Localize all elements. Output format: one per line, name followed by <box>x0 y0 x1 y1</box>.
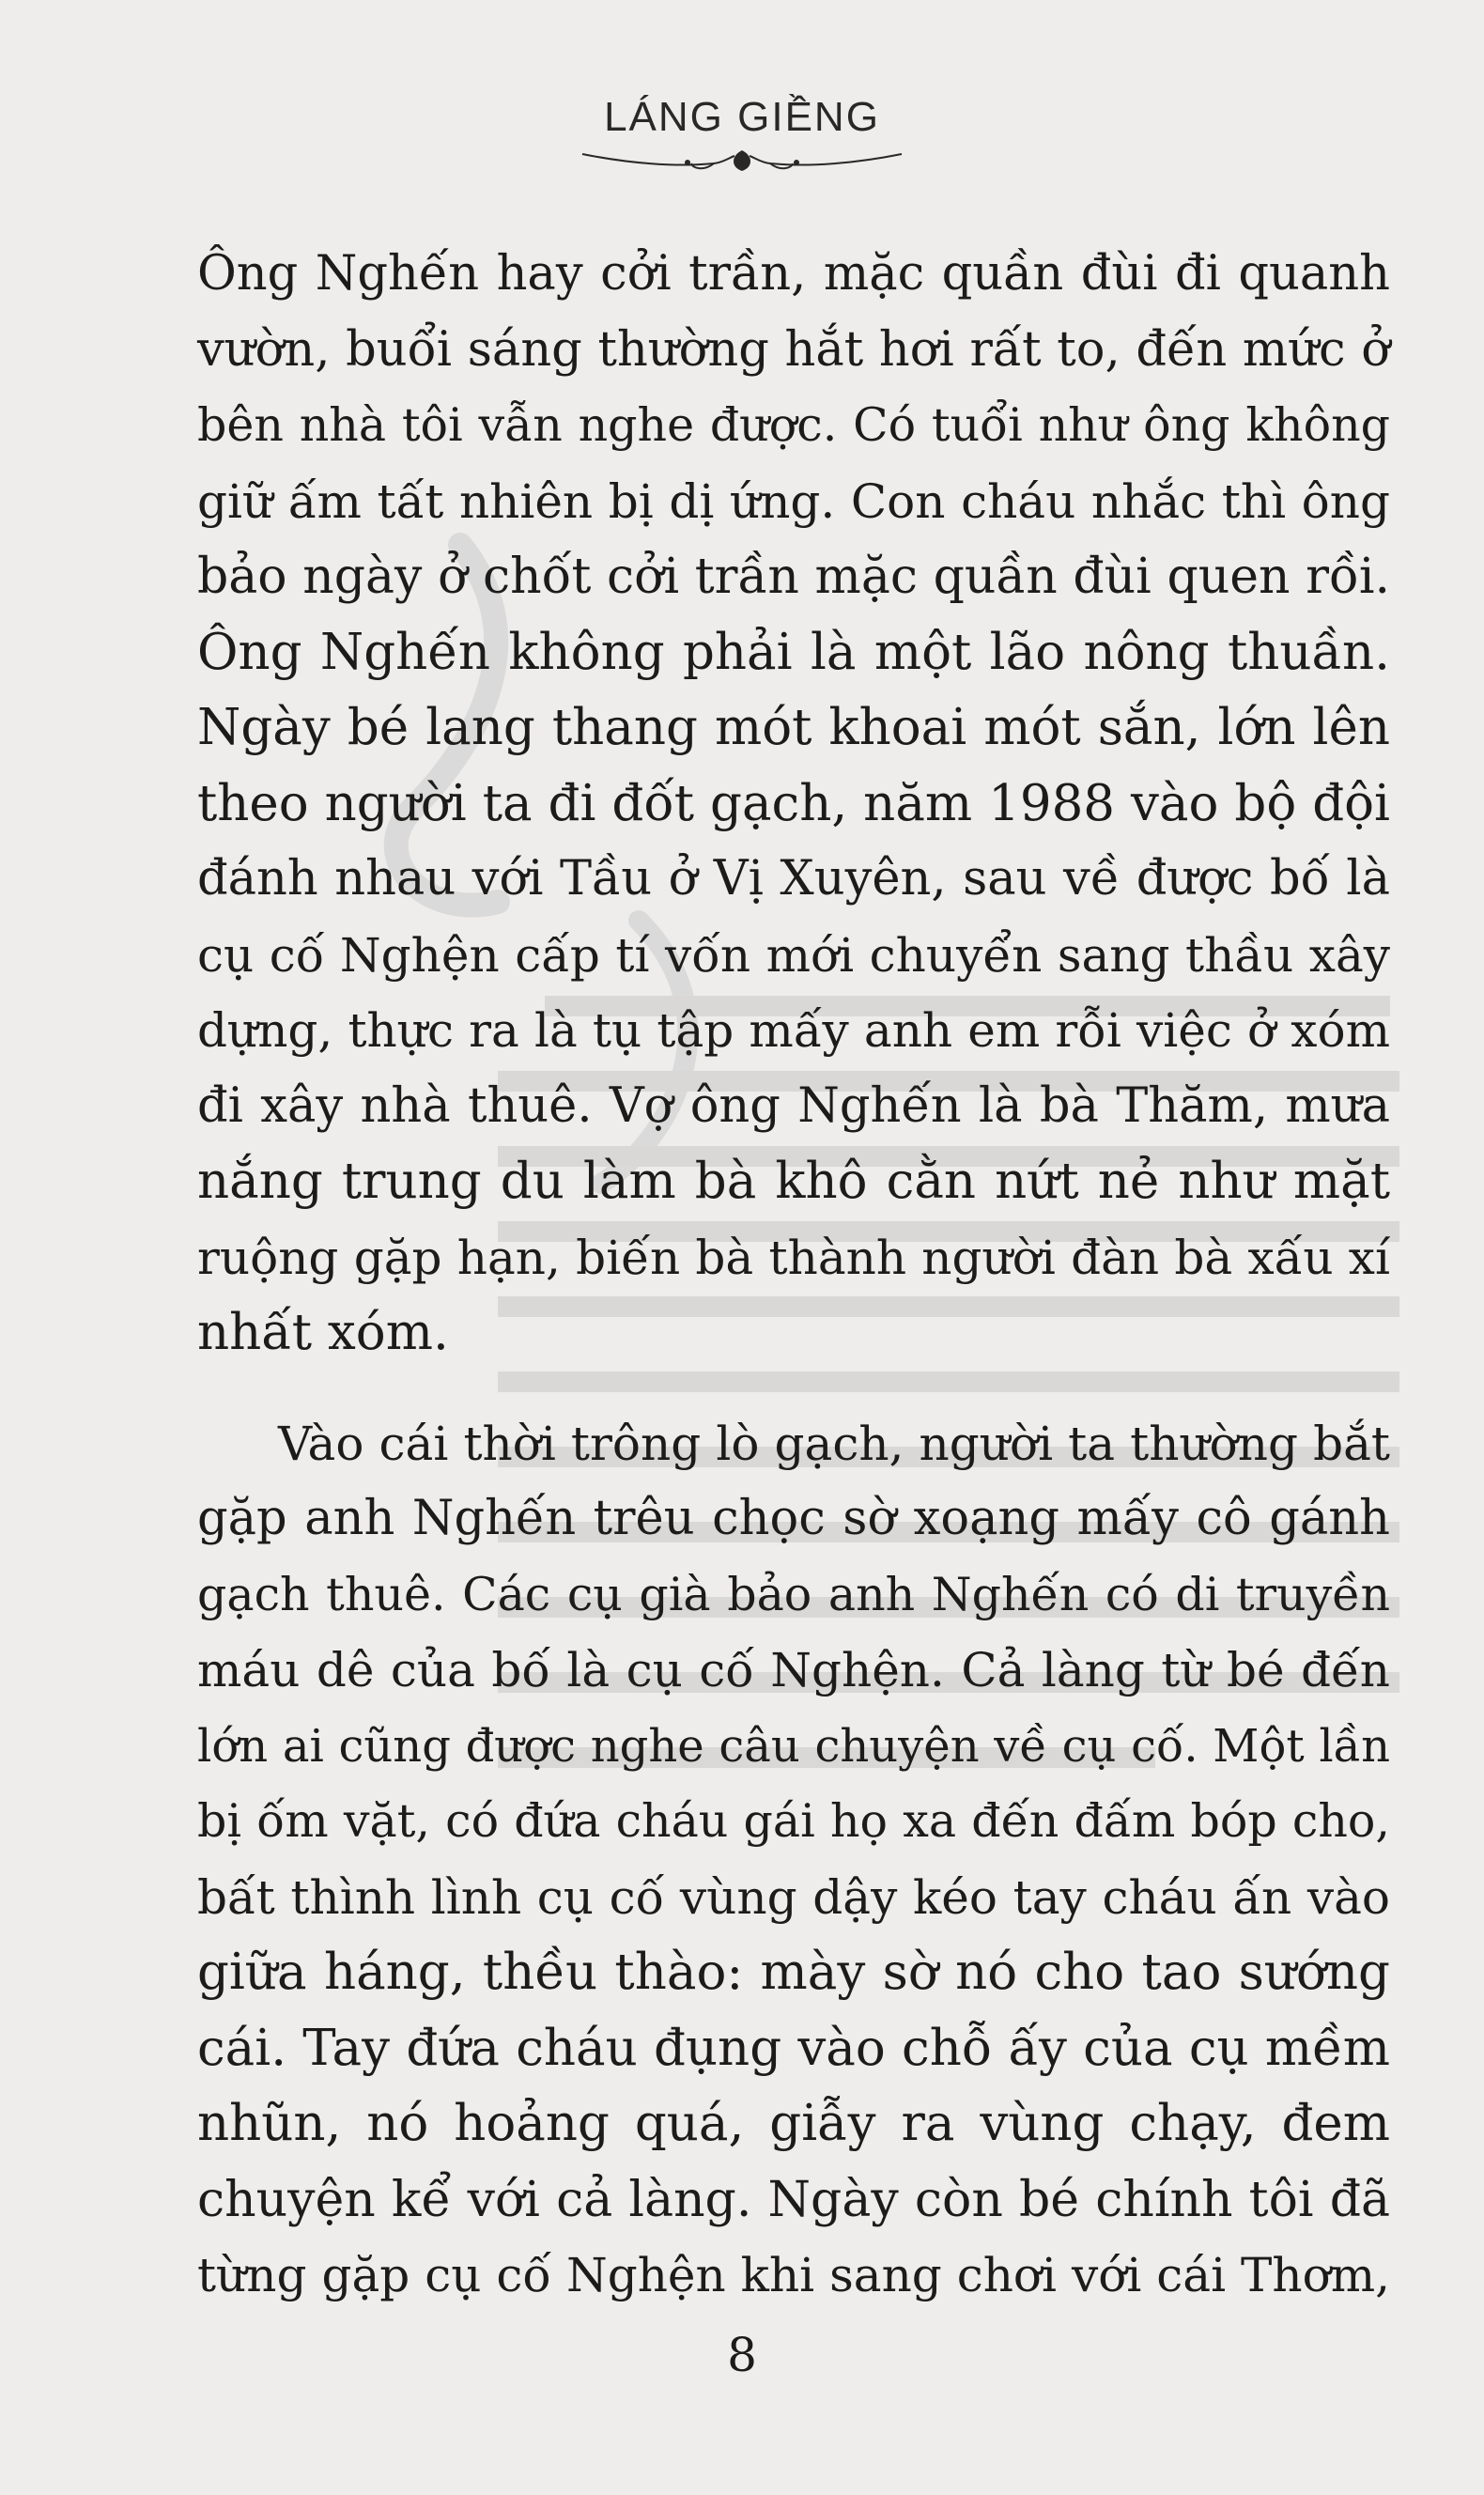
running-title: LÁNG GIỀNG <box>604 94 880 140</box>
text-line: gạch thuê. Các cụ già bảo anh Nghến có di truyền <box>197 1567 1390 1621</box>
text-line: Ngày bé lang thang mót khoai mót sắn, lớn lên <box>197 699 1390 756</box>
text-line: nắng trung du làm bà khô cằn nứt nẻ như mặt <box>197 1153 1390 1210</box>
paragraph <box>197 1406 1390 2314</box>
text-line: từng gặp cụ cố Nghện khi sang chơi với cái Thơm, <box>197 2248 1390 2302</box>
text-line: bên nhà tôi vẫn nghe được. Có tuổi như ông không <box>197 398 1390 452</box>
text-line: cụ cố Nghện cấp tí vốn mới chuyển sang thầu xây <box>197 927 1390 983</box>
body-text <box>197 237 1390 2314</box>
text-line: nhất xóm. <box>197 1304 449 1361</box>
text-line: đi xây nhà thuê. Vợ ông Nghến là bà Thăm, mưa <box>197 1077 1390 1134</box>
text-line: Ông Nghến không phải là một lão nông thuần. <box>197 623 1390 681</box>
text-line: bị ốm vặt, có đứa cháu gái họ xa đến đấm bóp cho, <box>197 1794 1390 1848</box>
page-number: 8 <box>727 2328 757 2382</box>
text-line: giữ ấm tất nhiên bị dị ứng. Con cháu nhắc thì ông <box>197 473 1390 529</box>
text-line: bảo ngày ở chốt cởi trần mặc quần đùi quen rồi. <box>197 549 1390 605</box>
text-line: giữa háng, thều thào: mày sờ nó cho tao sướng <box>197 1944 1390 2001</box>
text-line: gặp anh Nghến trêu chọc sờ xoạng mấy cô gánh <box>197 1491 1390 1546</box>
text-line: máu dê của bố là cụ cố Nghện. Cả làng từ bé đến <box>197 1643 1390 1697</box>
text-line: ruộng gặp hạn, biến bà thành người đàn bà xấu xí <box>197 1230 1390 1285</box>
text-line: cái. Tay đứa cháu đụng vào chỗ ấy của cụ mềm <box>197 2019 1390 2077</box>
text-line: vườn, buổi sáng thường hắt hơi rất to, đến mức ở <box>197 321 1390 378</box>
text-line: Vào cái thời trông lò gạch, người ta thường bắt <box>278 1416 1390 1471</box>
text-line: dựng, thực ra là tụ tập mấy anh em rỗi việc ở xóm <box>197 1003 1390 1058</box>
text-line: bất thình lình cụ cố vùng dậy kéo tay cháu ấn vào <box>197 1869 1390 1925</box>
text-line: Ông Nghến hay cởi trần, mặc quần đùi đi quanh <box>197 246 1390 302</box>
text-line: theo người ta đi đốt gạch, năm 1988 vào bộ đội <box>197 774 1390 832</box>
running-header <box>0 94 1484 175</box>
flourish-ornament-icon <box>573 147 911 175</box>
text-line: đánh nhau với Tầu ở Vị Xuyên, sau về được bố là <box>197 851 1390 907</box>
text-line: chuyện kể với cả làng. Ngày còn bé chính tôi đã <box>197 2171 1390 2228</box>
text-line: lớn ai cũng được nghe câu chuyện về cụ cố. Một lần <box>197 1719 1390 1773</box>
text-line: nhũn, nó hoảng quá, giẫy ra vùng chạy, đem <box>197 2095 1390 2152</box>
paragraph-gap <box>197 1371 1390 1406</box>
paragraph <box>197 237 1390 1371</box>
